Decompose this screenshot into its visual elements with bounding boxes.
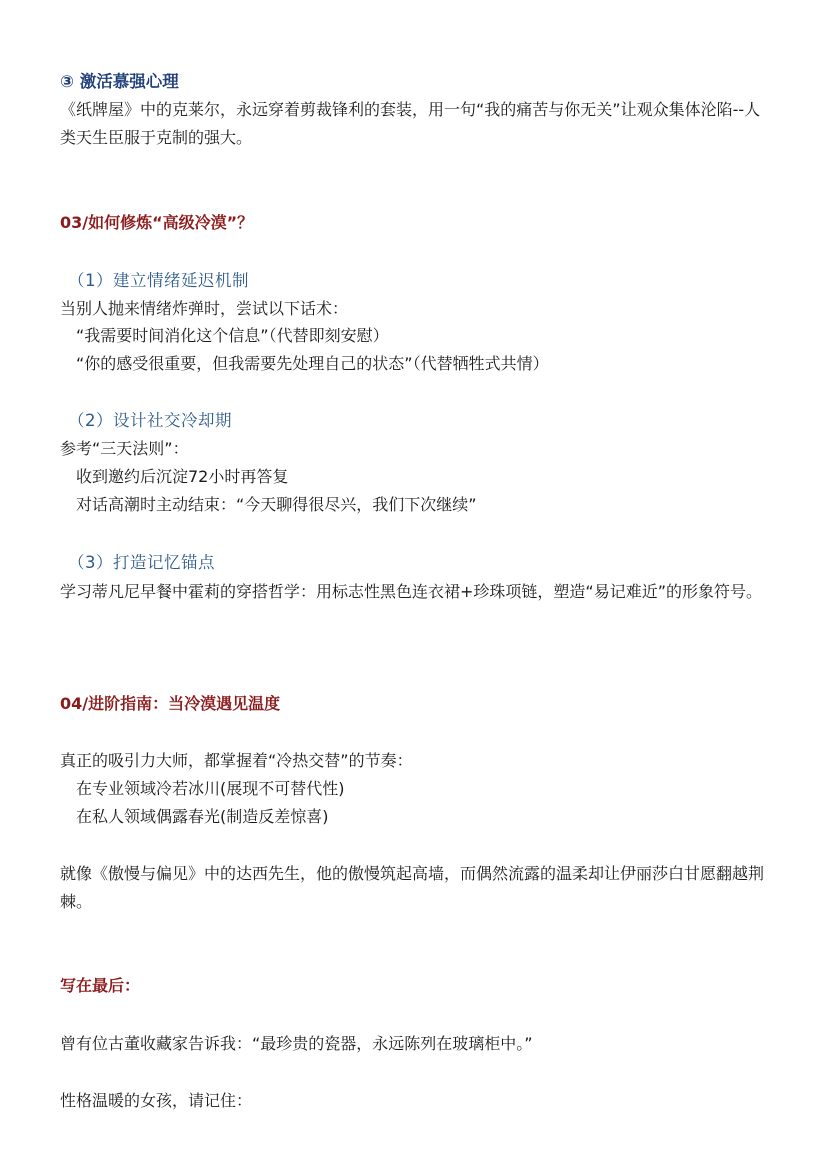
sub1-line-1: “我需要时间消化这个信息”（代替即刻安慰） <box>76 326 389 345</box>
sub1-intro: 当别人抛来情绪炸弹时，尝试以下话术： <box>60 299 349 318</box>
section3-paragraph: 《纸牌屋》中的克莱尔，永远穿着剪裁锋利的套装，用一句“我的痛苦与你无关”让观众集体沦陷--人类天生臣服于克制的强大。 <box>60 100 761 147</box>
sub1-title: （1）建立情绪延迟机制 <box>68 271 249 290</box>
closing-quote: 曾有位古董收藏家告诉我：“最珍贵的瓷器，永远陈列在玻璃柜中。” <box>60 1034 533 1053</box>
sub3-paragraph: 学习蒂凡尼早餐中霍莉的穿搭哲学：用标志性黑色连衣裙+珍珠项链，塑造“易记难近”的形象符号。 <box>60 582 762 601</box>
sub2-title: （2）设计社交冷却期 <box>68 411 232 430</box>
section3-heading: ③ 激活慕强心理 <box>60 72 179 91</box>
section04-paragraph: 就像《傲慢与偏见》中的达西先生，他的傲慢筑起高墙，而偶然流露的温柔却让伊丽莎白甘愿翻越荆棘。 <box>60 864 765 911</box>
section04-line-2: 在私人领域偶露春光(制造反差惊喜) <box>76 807 329 826</box>
closing-last: 性格温暖的女孩，请记住： <box>60 1091 253 1110</box>
sub2-line-1: 收到邀约后沉淀72小时再答复 <box>76 467 289 486</box>
sub2-intro: 参考“三天法则”： <box>60 439 189 458</box>
section04-line-1: 在专业领域冷若冰川(展现不可替代性) <box>76 779 345 798</box>
sub3-title: （3）打造记忆锚点 <box>68 553 215 572</box>
section04-heading: 04/进阶指南：当冷漠遇见温度 <box>60 694 281 713</box>
closing-heading: 写在最后： <box>60 976 141 995</box>
section03-heading: 03/如何修炼“高级冷漠”？ <box>60 213 254 232</box>
section04-intro: 真正的吸引力大师，都掌握着“冷热交替”的节奏： <box>60 751 413 770</box>
sub1-line-2: “你的感受很重要，但我需要先处理自己的状态”（代替牺牲式共情） <box>76 354 549 373</box>
sub2-line-2: 对话高潮时主动结束：“今天聊得很尽兴，我们下次继续” <box>76 495 477 514</box>
